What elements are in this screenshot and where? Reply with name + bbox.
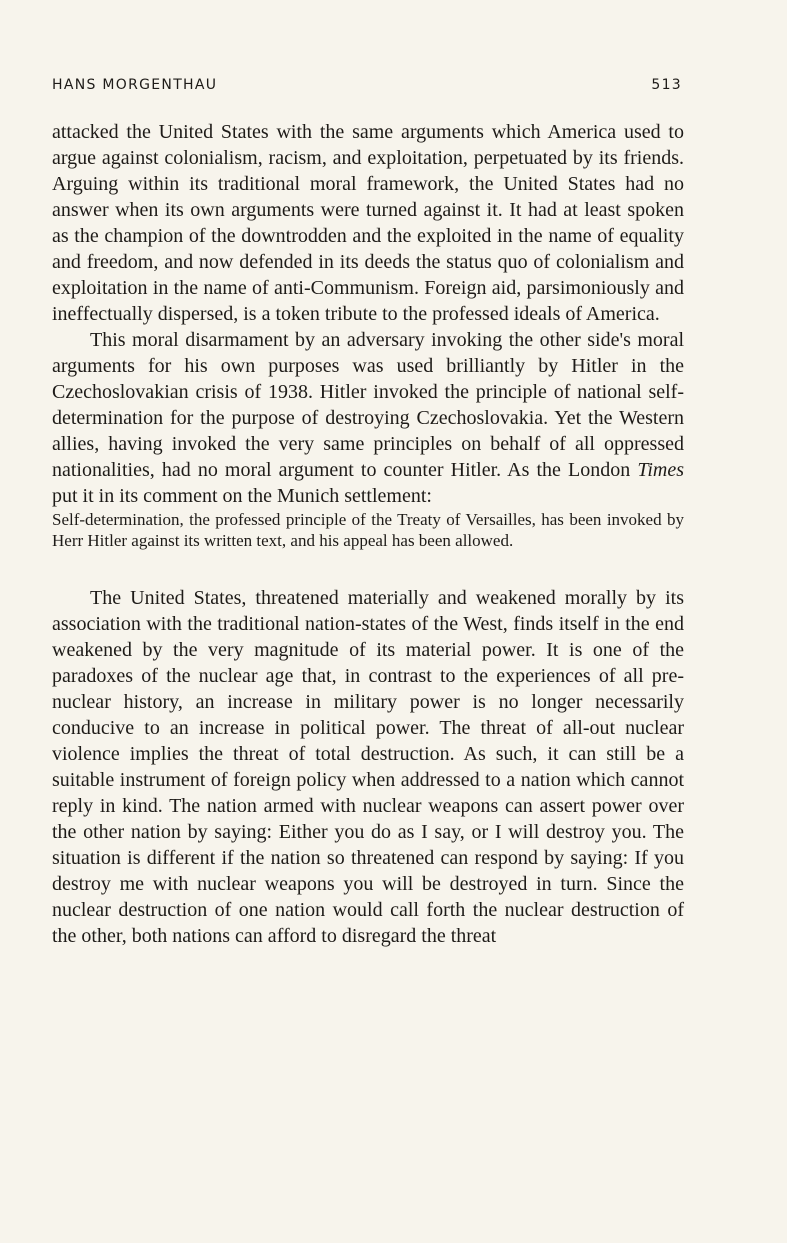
paragraph-hitler-text-end: put it in its comment on the Munich settlement:: [52, 485, 432, 507]
times-newspaper-title: Times: [637, 459, 684, 481]
running-head: [52, 73, 682, 97]
paragraph-nuclear: The United States, threatened materially and weakened morally by its association with the traditional nation-states of the West, finds itself in the end weakened by the very magnitude of its material power. It is one of the paradoxes of the nuclear age that, in contrast to the experiences of all pre-nuclear history, an increase in military power is no longer necessarily conducive to an increase in political power. The threat of all-out nuclear violence implies the threat of total destruction. As such, it can still be a suitable instrument of foreign policy when addressed to a nation which cannot reply in kind. The nation armed with nuclear weapons can assert power over the other nation by saying: Either you do as I say, or I will destroy you. The situation is different if the nation so threatened can respond by saying: If you destroy me with nuclear weapons you will be destroyed in turn. Since the nuclear destruction of one nation would call forth the nuclear destruction of the other, both nations can afford to disregard the threat: [52, 587, 684, 947]
block-quote: Self-determination, the professed principle of the Treaty of Versailles, has been invoked by Herr Hitler against its written text, and his appeal has been allowed.: [52, 510, 684, 550]
paragraph-continued: attacked the United States with the same arguments which America used to argue against colonialism, racism, and exploitation, perpetuated by its friends. Arguing within its traditional moral framework, the United States had no answer when its own arguments were turned against it. It had at least spoken as the champion of the downtrodden and the exploited in the name of equality and freedom, and now defended in its deeds the status quo of colonialism and exploitation in the name of anti-Communism. Foreign aid, parsimoniously and ineffectually dispersed, is a token tribute to the professed ideals of America.: [52, 121, 684, 325]
body-text: [52, 119, 684, 949]
paragraph-hitler-text: This moral disarmament by an adversary invoking the other side's moral arguments for his own purposes was used brilliantly by Hitler in the Czechoslovakian crisis of 1938. Hitler invoked the principle of national self-determination for the purpose of destroying Czechoslovakia. Yet the Western allies, having invoked the very same principles on behalf of all oppressed nationalities, had no moral argument to counter Hitler. As the London: [52, 329, 684, 481]
paragraph-hitler: [52, 327, 684, 509]
running-head-author: HANS MORGENTHAU: [52, 77, 218, 93]
page-number: 513: [651, 77, 682, 93]
